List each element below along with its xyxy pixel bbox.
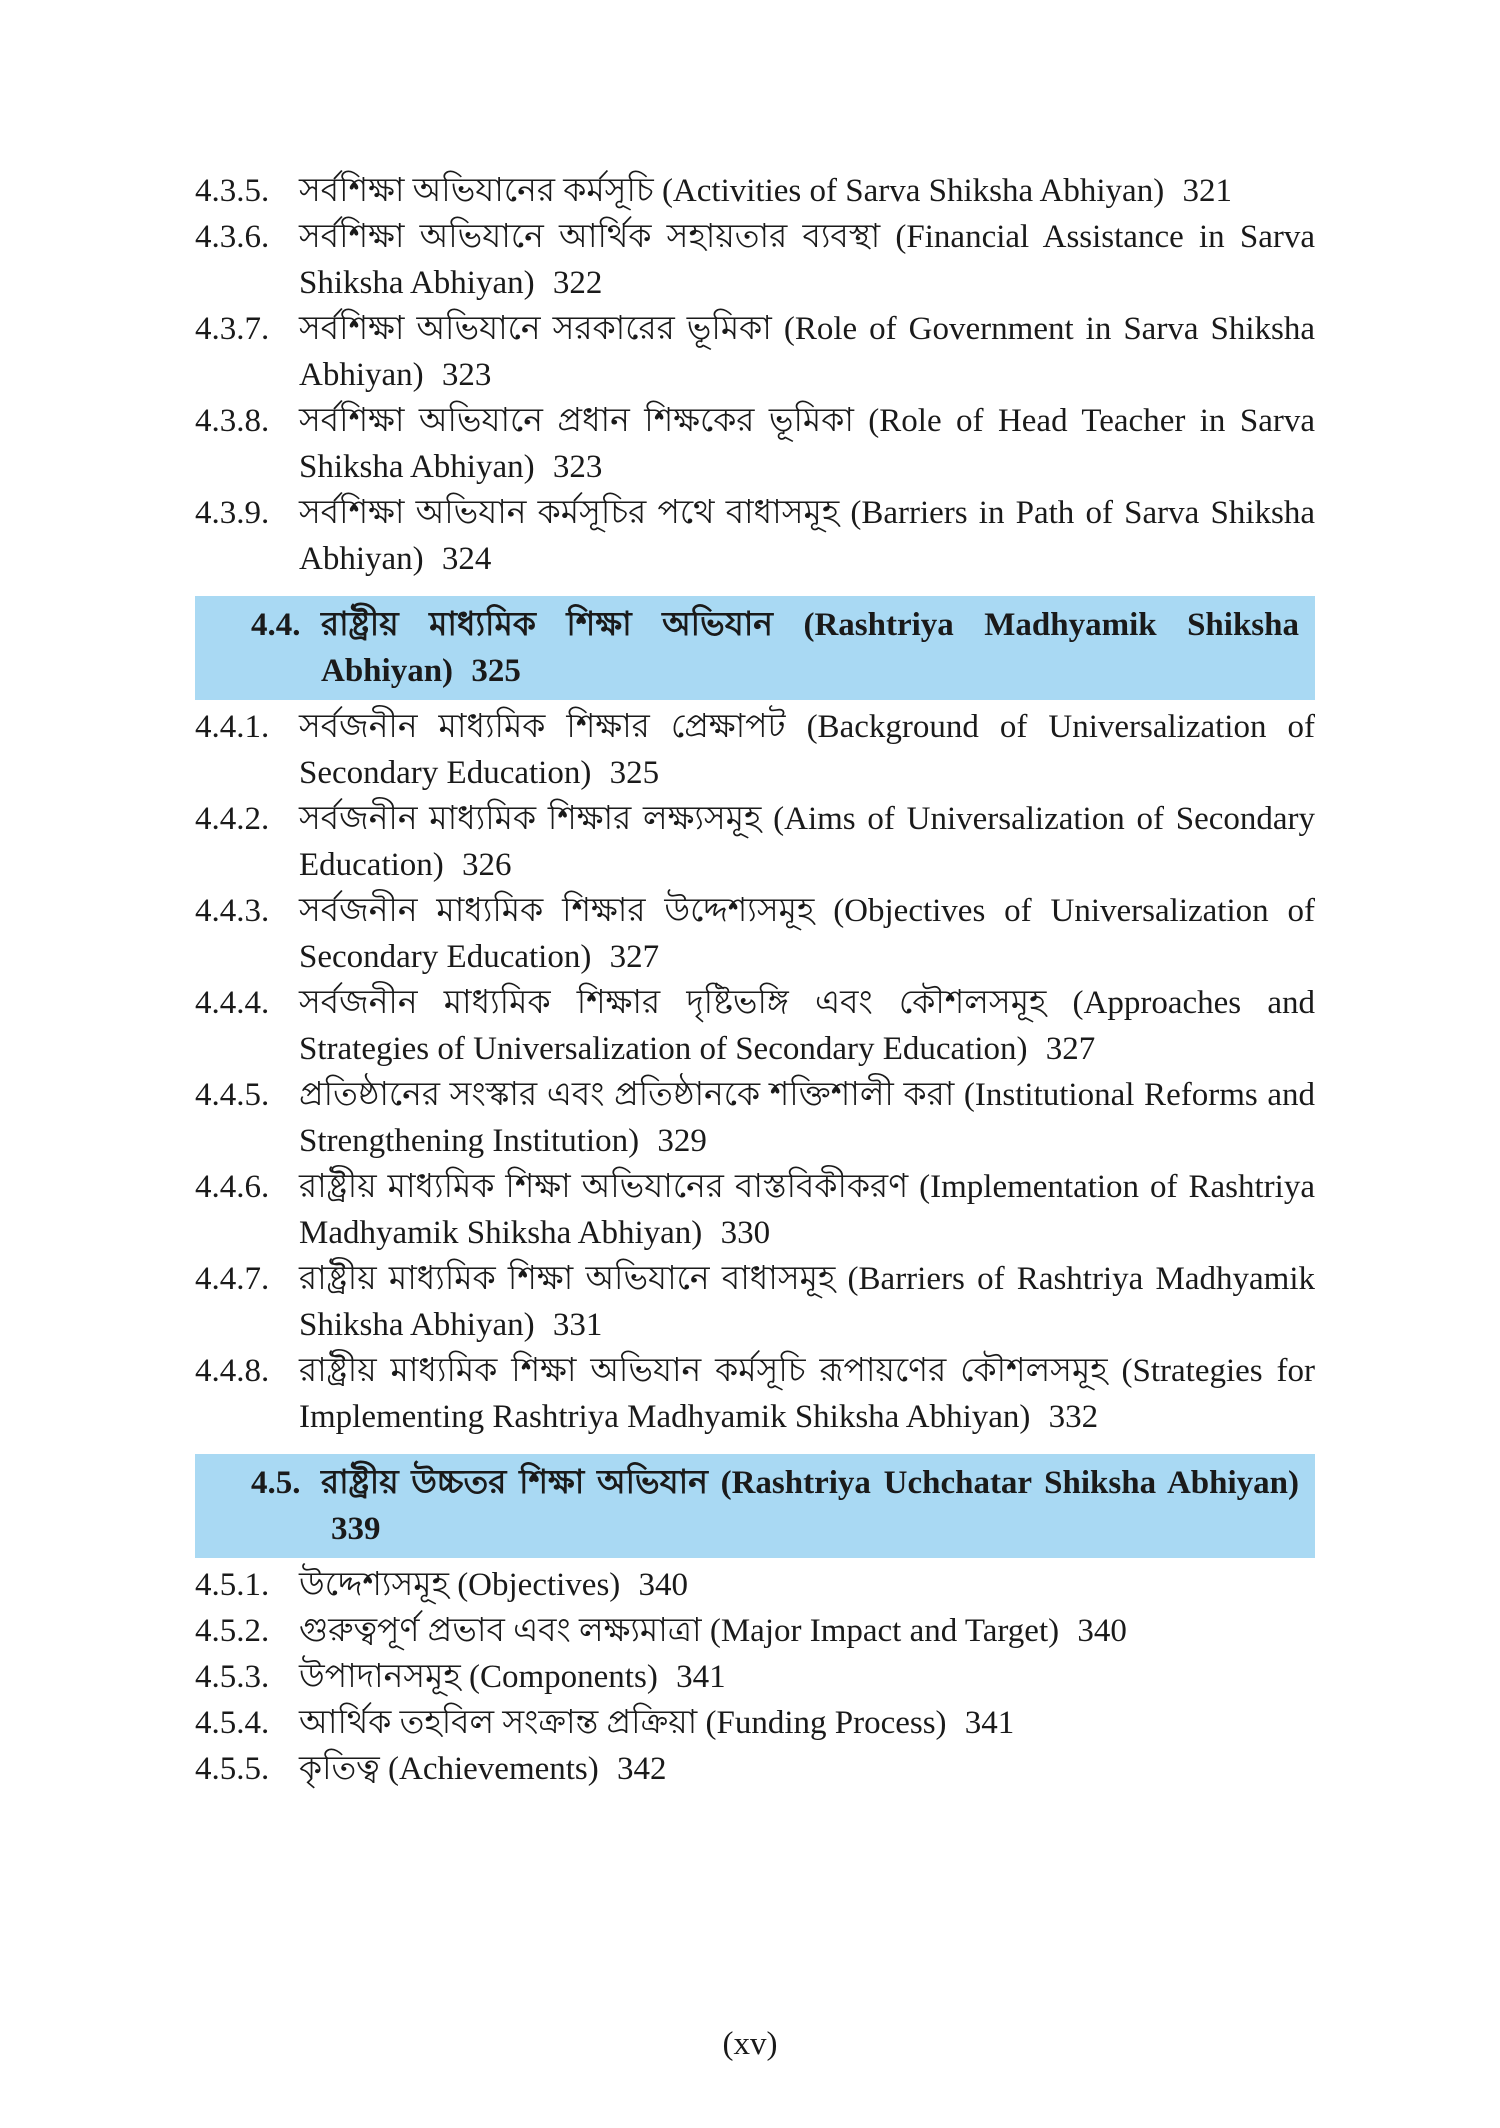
section-number: 4.4. <box>251 607 301 643</box>
toc-title: সর্বশিক্ষা অভিযান কর্মসূচির পথে বাধাসমূহ (Barriers in Path of Sarva Shiksha Abhiyan) 324 <box>299 495 1315 577</box>
toc-title: রাষ্ট্রীয় মাধ্যমিক শিক্ষা অভিযানে বাধাসমূহ (Barriers of Rashtriya Madhyamik Shiksha Abhiyan) 331 <box>299 1261 1315 1343</box>
toc-title: সর্বশিক্ষা অভিযানে আর্থিক সহায়তার ব্যবস্থা (Financial Assistance in Sarva Shiksha Abhiyan) 322 <box>299 219 1315 301</box>
table-of-contents <box>195 168 1315 1792</box>
toc-page-number: 323 <box>552 449 603 485</box>
toc-page-number: 323 <box>441 357 492 393</box>
toc-number: 4.3.6. <box>195 219 270 255</box>
toc-entry[interactable] <box>195 1608 1315 1654</box>
page-folio: (xv) <box>722 2026 778 2062</box>
toc-entry[interactable] <box>195 796 1315 888</box>
toc-entry[interactable] <box>195 168 1315 214</box>
toc-page-number: 324 <box>441 541 492 577</box>
toc-page-number: 321 <box>1182 173 1232 209</box>
toc-entry[interactable] <box>195 1164 1315 1256</box>
toc-page-number: 341 <box>964 1705 1015 1741</box>
toc-number: 4.4.1. <box>195 709 270 745</box>
toc-title: আর্থিক তহবিল সংক্রান্ত প্রক্রিয়া (Funding Process) 341 <box>299 1705 1015 1741</box>
toc-entry[interactable] <box>195 1256 1315 1348</box>
section-page-number: 339 <box>331 1511 381 1547</box>
toc-page-number: 331 <box>552 1307 603 1343</box>
section-title: রাষ্ট্রীয় মাধ্যমিক শিক্ষা অভিযান (Rashtriya Madhyamik Shiksha Abhiyan) 325 <box>321 607 1299 689</box>
toc-page-number: 340 <box>638 1567 689 1603</box>
toc-page-number: 325 <box>609 755 660 791</box>
toc-page-number: 329 <box>657 1123 707 1159</box>
toc-number: 4.3.8. <box>195 403 270 439</box>
toc-page-number: 341 <box>676 1659 726 1695</box>
toc-title: রাষ্ট্রীয় মাধ্যমিক শিক্ষা অভিযান কর্মসূচি রূপায়ণের কৌশলসমূহ (Strategies for Implementing Rashtriya Madhyamik Shiksha Abhiyan) 332 <box>299 1353 1315 1435</box>
toc-entry[interactable] <box>195 398 1315 490</box>
toc-title: উদ্দেশ্যসমূহ (Objectives) 340 <box>299 1567 689 1603</box>
toc-number: 4.4.4. <box>195 985 270 1021</box>
toc-title: গুরুত্বপূর্ণ প্রভাব এবং লক্ষ্যমাত্রা (Major Impact and Target) 340 <box>299 1613 1127 1649</box>
toc-page-number: 332 <box>1048 1399 1099 1435</box>
toc-entry[interactable] <box>195 306 1315 398</box>
toc-entry[interactable] <box>195 980 1315 1072</box>
toc-title: প্রতিষ্ঠানের সংস্কার এবং প্রতিষ্ঠানকে শক্তিশালী করা (Institutional Reforms and Strengthening Institution) 329 <box>299 1077 1315 1159</box>
toc-entry[interactable] <box>195 1654 1315 1700</box>
toc-number: 4.4.2. <box>195 801 270 837</box>
toc-entry[interactable] <box>195 888 1315 980</box>
toc-number: 4.5.5. <box>195 1751 270 1787</box>
toc-entry[interactable] <box>195 1746 1315 1792</box>
toc-title: কৃতিত্ব (Achievements) 342 <box>299 1751 667 1787</box>
toc-title: সর্বজনীন মাধ্যমিক শিক্ষার প্রেক্ষাপট (Background of Universalization of Secondary Education) 325 <box>299 709 1315 791</box>
toc-entry[interactable] <box>195 1072 1315 1164</box>
toc-title: সর্বশিক্ষা অভিযানে সরকারের ভূমিকা (Role of Government in Sarva Shiksha Abhiyan) 323 <box>299 311 1315 393</box>
toc-title: সর্বজনীন মাধ্যমিক শিক্ষার দৃষ্টিভঙ্গি এবং কৌশলসমূহ (Approaches and Strategies of Universalization of Secondary Education) 327 <box>299 985 1315 1067</box>
toc-number: 4.5.1. <box>195 1567 270 1603</box>
toc-entry[interactable] <box>195 1700 1315 1746</box>
toc-entry[interactable] <box>195 490 1315 582</box>
toc-page-number: 327 <box>1045 1031 1096 1067</box>
toc-title: সর্বজনীন মাধ্যমিক শিক্ষার উদ্দেশ্যসমূহ (Objectives of Universalization of Secondary Education) 327 <box>299 893 1315 975</box>
toc-number: 4.4.7. <box>195 1261 270 1297</box>
toc-page-number: 322 <box>552 265 603 301</box>
toc-title: সর্বজনীন মাধ্যমিক শিক্ষার লক্ষ্যসমূহ (Aims of Universalization of Secondary Education) 326 <box>299 801 1315 883</box>
toc-number: 4.4.5. <box>195 1077 270 1113</box>
toc-entry[interactable] <box>195 214 1315 306</box>
toc-number: 4.4.6. <box>195 1169 270 1205</box>
toc-entry[interactable] <box>195 704 1315 796</box>
toc-title: সর্বশিক্ষা অভিযানে প্রধান শিক্ষকের ভূমিকা (Role of Head Teacher in Sarva Shiksha Abhiyan) 323 <box>299 403 1315 485</box>
toc-number: 4.4.3. <box>195 893 270 929</box>
toc-title: সর্বশিক্ষা অভিযানের কর্মসূচি (Activities of Sarva Shiksha Abhiyan) 321 <box>299 173 1232 209</box>
section-heading-4-4[interactable] <box>195 596 1315 700</box>
toc-title: উপাদানসমূহ (Components) 341 <box>299 1659 726 1695</box>
toc-entry[interactable] <box>195 1348 1315 1440</box>
toc-number: 4.4.8. <box>195 1353 270 1389</box>
section-heading-4-5[interactable] <box>195 1454 1315 1558</box>
toc-page-number: 330 <box>720 1215 771 1251</box>
toc-number: 4.3.9. <box>195 495 270 531</box>
section-title: রাষ্ট্রীয় উচ্চতর শিক্ষা অভিযান (Rashtriya Uchchatar Shiksha Abhiyan) 339 <box>321 1465 1299 1547</box>
toc-number: 4.5.4. <box>195 1705 270 1741</box>
toc-title: রাষ্ট্রীয় মাধ্যমিক শিক্ষা অভিযানের বাস্তবিকীকরণ (Implementation of Rashtriya Madhyamik Shiksha Abhiyan) 330 <box>299 1169 1315 1251</box>
section-number: 4.5. <box>251 1465 301 1501</box>
toc-page-number: 326 <box>462 847 512 883</box>
toc-number: 4.3.7. <box>195 311 270 347</box>
toc-number: 4.3.5. <box>195 173 270 209</box>
toc-number: 4.5.3. <box>195 1659 270 1695</box>
toc-page-number: 327 <box>609 939 660 975</box>
toc-number: 4.5.2. <box>195 1613 270 1649</box>
toc-page-number: 342 <box>617 1751 667 1787</box>
section-page-number: 325 <box>471 653 521 689</box>
toc-page-number: 340 <box>1077 1613 1127 1649</box>
toc-entry[interactable] <box>195 1562 1315 1608</box>
